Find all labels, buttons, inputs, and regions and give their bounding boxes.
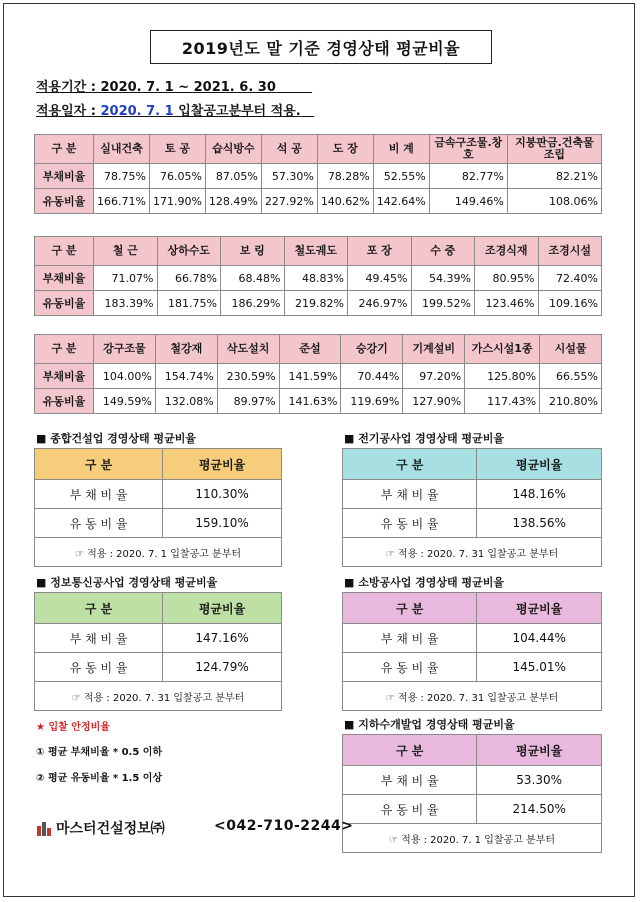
value-cell: 183.39% [94,291,158,316]
header-cell: 포 장 [348,237,412,266]
liquidity-ratio-row [35,291,602,316]
value-cell: 104.00% [94,364,156,389]
summary-note-row [343,824,602,853]
header-label: 구 분 [35,237,94,266]
value-cell: 132.08% [155,389,217,414]
telecom-summary-title: ■ 정보통신공사업 경영상태 평균비율 [36,576,218,589]
value-cell: 68.48% [221,266,285,291]
apply-line [36,100,314,119]
value-cell: 78.28% [317,164,373,189]
summary-note-row [343,538,602,567]
general-summary-table [34,448,282,567]
header-cell: 도 장 [317,135,373,164]
summary-row-label: 유 동 비 율 [35,653,163,682]
row-label: 유동비율 [35,189,94,214]
summary-note: ☞ 적용 : 2020. 7. 31 입찰공고 분부터 [35,682,282,711]
general-summary-title: ■ 종합건설업 경영상태 평균비율 [36,432,197,445]
summary-value: 138.56% [477,509,602,538]
value-cell: 149.46% [429,189,507,214]
apply-rest: 입찰공고분부터 적용. [173,104,301,119]
value-cell: 71.07% [94,266,158,291]
fire-summary-title: ■ 소방공사업 경영상태 평균비율 [344,576,505,589]
value-cell: 123.46% [475,291,539,316]
summary-header-cell: 평균비율 [477,593,602,624]
summary-note: ☞ 적용 : 2020. 7. 1 입찰공고 분부터 [35,538,282,567]
summary-row-label: 유 동 비 율 [35,509,163,538]
summary-value: 148.16% [477,480,602,509]
liquidity-ratio-row [35,189,602,214]
summary-debt-row [343,480,602,509]
value-cell: 199.52% [411,291,475,316]
summary-value: 145.01% [477,653,602,682]
apply-label: 적용일자 : [36,104,101,119]
summary-header-cell: 구 분 [343,449,477,480]
value-cell: 141.63% [279,389,341,414]
value-cell: 109.16% [538,291,602,316]
value-cell: 227.92% [261,189,317,214]
summary-header-cell: 평균비율 [477,449,602,480]
summary-debt-row [35,480,282,509]
value-cell: 149.59% [94,389,156,414]
rate-table-2 [34,236,602,316]
header-cell: 철 근 [94,237,158,266]
value-cell: 154.74% [155,364,217,389]
summary-value: 110.30% [163,480,282,509]
summary-header-cell: 구 분 [35,449,163,480]
header-label: 구 분 [35,135,94,164]
summary-liquid-row [343,795,602,824]
safety-title: ★ 입찰 안정비율 [36,722,110,733]
header-cell: 보 링 [221,237,285,266]
summary-row-label: 유 동 비 율 [343,509,477,538]
value-cell: 141.59% [279,364,341,389]
summary-note: ☞ 적용 : 2020. 7. 31 입찰공고 분부터 [343,538,602,567]
header-cell: 수 중 [411,237,475,266]
summary-note-row [35,538,282,567]
rate-table-3 [34,334,602,414]
summary-liquid-row [35,509,282,538]
value-cell: 219.82% [284,291,348,316]
summary-value: 214.50% [477,795,602,824]
header-cell: 준설 [279,335,341,364]
value-cell: 128.49% [205,189,261,214]
value-cell: 54.39% [411,266,475,291]
summary-liquid-row [343,653,602,682]
value-cell: 80.95% [475,266,539,291]
liquidity-ratio-row [35,389,602,414]
summary-row-label: 부 채 비 율 [35,624,163,653]
header-cell: 토 공 [149,135,205,164]
summary-header-cell: 구 분 [343,735,477,766]
row-label: 부채비율 [35,364,94,389]
value-cell: 82.21% [507,164,601,189]
summary-header-row [343,593,602,624]
table-header-row [35,135,602,164]
summary-liquid-row [35,653,282,682]
value-cell: 76.05% [149,164,205,189]
rate-table-1 [34,134,602,214]
header-cell: 상하수도 [157,237,221,266]
summary-row-label: 부 채 비 율 [343,766,477,795]
header-cell: 삭도설치 [217,335,279,364]
header-cell: 석 공 [261,135,317,164]
row-label: 부채비율 [35,164,94,189]
value-cell: 48.83% [284,266,348,291]
value-cell: 186.29% [221,291,285,316]
value-cell: 119.69% [341,389,403,414]
header-cell: 금속구조물.창호 [429,135,507,164]
header-cell: 철도궤도 [284,237,348,266]
groundwater-summary-table [342,734,602,853]
value-cell: 78.75% [94,164,150,189]
table-header-row [35,335,602,364]
summary-row-label: 유 동 비 율 [343,795,477,824]
summary-value: 104.44% [477,624,602,653]
value-cell: 140.62% [317,189,373,214]
header-cell: 승강기 [341,335,403,364]
summary-header-row [343,449,602,480]
fire-summary-table [342,592,602,711]
value-cell: 52.55% [373,164,429,189]
period-line [36,76,312,95]
header-cell: 기계설비 [403,335,465,364]
summary-row-label: 부 채 비 율 [35,480,163,509]
summary-note: ☞ 적용 : 2020. 7. 31 입찰공고 분부터 [343,682,602,711]
header-cell: 가스시설1종 [465,335,540,364]
value-cell: 89.97% [217,389,279,414]
value-cell: 87.05% [205,164,261,189]
summary-note: ☞ 적용 : 2020. 7. 1 입찰공고 분부터 [343,824,602,853]
summary-header-cell: 구 분 [343,593,477,624]
groundwater-summary-title: ■ 지하수개발업 경영상태 평균비율 [344,718,515,731]
value-cell: 82.77% [429,164,507,189]
value-cell: 72.40% [538,266,602,291]
value-cell: 97.20% [403,364,465,389]
header-cell: 철강재 [155,335,217,364]
row-label: 유동비율 [35,291,94,316]
summary-header-cell: 평균비율 [163,449,282,480]
value-cell: 166.71% [94,189,150,214]
electric-summary-title: ■ 전기공사업 경영상태 평균비율 [344,432,505,445]
summary-value: 124.79% [163,653,282,682]
header-cell: 강구조물 [94,335,156,364]
debt-ratio-row [35,266,602,291]
summary-value: 159.10% [163,509,282,538]
value-cell: 108.06% [507,189,601,214]
table-header-row [35,237,602,266]
value-cell: 171.90% [149,189,205,214]
summary-row-label: 부 채 비 율 [343,480,477,509]
summary-liquid-row [343,509,602,538]
summary-debt-row [35,624,282,653]
value-cell: 246.97% [348,291,412,316]
period-value: 2020. 7. 1 ~ 2021. 6. 30 [100,80,276,95]
header-cell: 실내건축 [94,135,150,164]
summary-row-label: 유 동 비 율 [343,653,477,682]
value-cell: 230.59% [217,364,279,389]
summary-debt-row [343,624,602,653]
period-label: 적용기간 : [36,80,101,95]
safety-item-debt: ① 평균 부채비율 * 0.5 이하 [36,747,163,758]
header-cell: 조경시설 [538,237,602,266]
header-cell: 비 계 [373,135,429,164]
company-logo [36,818,165,838]
company-name: 마스터건설정보㈜ [56,821,165,837]
building-icon [36,820,52,836]
debt-ratio-row [35,364,602,389]
summary-note-row [35,682,282,711]
value-cell: 181.75% [157,291,221,316]
value-cell: 66.78% [157,266,221,291]
telecom-summary-table [34,592,282,711]
header-label: 구 분 [35,335,94,364]
header-cell: 조경식재 [475,237,539,266]
summary-value: 147.16% [163,624,282,653]
safety-item-liquid: ② 평균 유동비율 * 1.5 이상 [36,773,163,784]
electric-summary-table [342,448,602,567]
summary-debt-row [343,766,602,795]
debt-ratio-row [35,164,602,189]
summary-header-row [35,449,282,480]
summary-header-row [343,735,602,766]
apply-date: 2020. 7. 1 [100,104,174,119]
value-cell: 210.80% [540,389,602,414]
row-label: 부채비율 [35,266,94,291]
summary-header-row [35,593,282,624]
value-cell: 49.45% [348,266,412,291]
value-cell: 117.43% [465,389,540,414]
value-cell: 57.30% [261,164,317,189]
header-cell: 지붕판금.건축물조립 [507,135,601,164]
summary-value: 53.30% [477,766,602,795]
summary-header-cell: 평균비율 [477,735,602,766]
row-label: 유동비율 [35,389,94,414]
summary-header-cell: 평균비율 [163,593,282,624]
header-cell: 시설물 [540,335,602,364]
header-cell: 습식방수 [205,135,261,164]
value-cell: 142.64% [373,189,429,214]
summary-row-label: 부 채 비 율 [343,624,477,653]
value-cell: 70.44% [341,364,403,389]
summary-note-row [343,682,602,711]
value-cell: 66.55% [540,364,602,389]
value-cell: 127.90% [403,389,465,414]
phone-number: <042-710-2244> [214,818,354,834]
page-title: 2019년도 말 기준 경영상태 평균비율 [150,30,492,64]
summary-header-cell: 구 분 [35,593,163,624]
value-cell: 125.80% [465,364,540,389]
